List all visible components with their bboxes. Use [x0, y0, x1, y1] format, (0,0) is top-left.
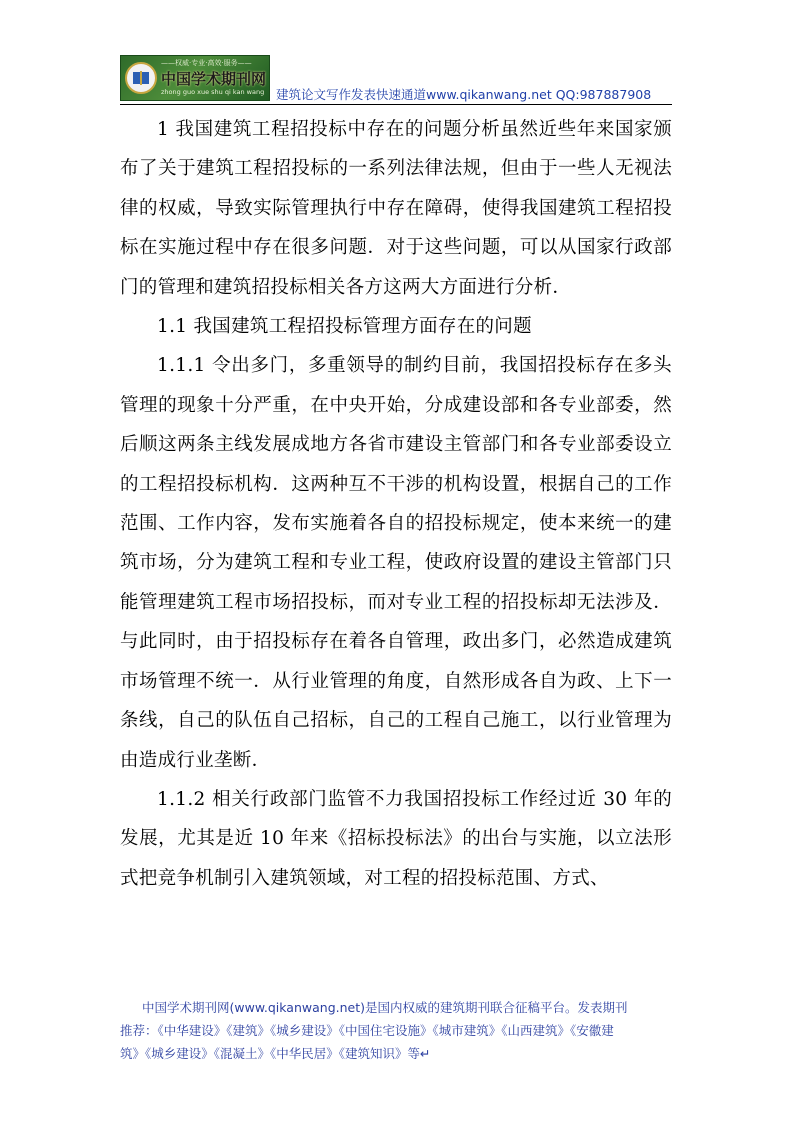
page-header [120, 55, 680, 107]
logo-tagline: ——权威·专业·高效·服务—— [161, 59, 252, 67]
footer-line-3: 筑》《城乡建设》《混凝土》《中华民居》《建筑知识》等↵ [120, 1046, 431, 1061]
paragraph-1-1-2: 1.1.2 相关行政部门监管不力我国招投标工作经过近 30 年的发展，尤其是近 10 年来《招标投标法》的出台与实施，以立法形式把竞争机制引入建筑领域，对工程的招投标范围、方式、 [120, 788, 672, 889]
section-heading-1-1: 1.1 我国建筑工程招投标管理方面存在的问题 [157, 316, 532, 338]
header-contact-link[interactable]: 建筑论文写作发表快速通道www.qikanwang.net QQ:987887908 [276, 87, 652, 102]
paragraph-1-1-1: 1.1.1 令出多门，多重领导的制约目前，我国招投标存在多头管理的现象十分严重，在中央开始，分成建设部和各专业部委，然后顺这两条主线发展成地方各省市建设主管部门和各专业部委设立的工程招投标机构．这两种互不干涉的机构设置，根据自己的工作范围、工作内容，发布实施着各自的招投标规定，使本来统一的建筑市场，分为建筑工程和专业工程，使政府设置的建设主管部门只能管理建筑工程市场招投标，而对专业工程的招投标却无法涉及．与此同时，由于招投标存在着各自管理，政出多门，必然造成建筑市场管理不统一．从行业管理的角度，自然形成各自为政、上下一条线，自己的队伍自己招标，自己的工程自己施工，以行业管理为由造成行业垄断． [120, 355, 672, 771]
header-divider [120, 104, 672, 105]
article-body [120, 110, 672, 898]
page-footer [120, 996, 676, 1065]
footer-line-1[interactable]: 中国学术期刊网(www.qikanwang.net)是国内权威的建筑期刊联合征稿平台。发表期刊 [142, 1000, 628, 1015]
book-emblem-icon [125, 62, 157, 94]
logo-pinyin: zhong guo xue shu qi kan wang [161, 88, 265, 96]
site-logo[interactable] [120, 55, 270, 101]
footer-line-2: 推荐：《中华建设》《建筑》《城乡建设》《中国住宅设施》《城市建筑》《山西建筑》《安徽建 [120, 1023, 614, 1038]
logo-title: 中国学术期刊网 [161, 70, 267, 88]
paragraph-intro: 1 我国建筑工程招投标中存在的问题分析虽然近些年来国家颁布了关于建筑工程招投标的一系列法律法规，但由于一些人无视法律的权威，导致实际管理执行中存在障碍，使得我国建筑工程招投标在实施过程中存在很多问题．对于这些问题，可以从国家行政部门的管理和建筑招投标相关各方这两大方面进行分析． [120, 119, 672, 298]
